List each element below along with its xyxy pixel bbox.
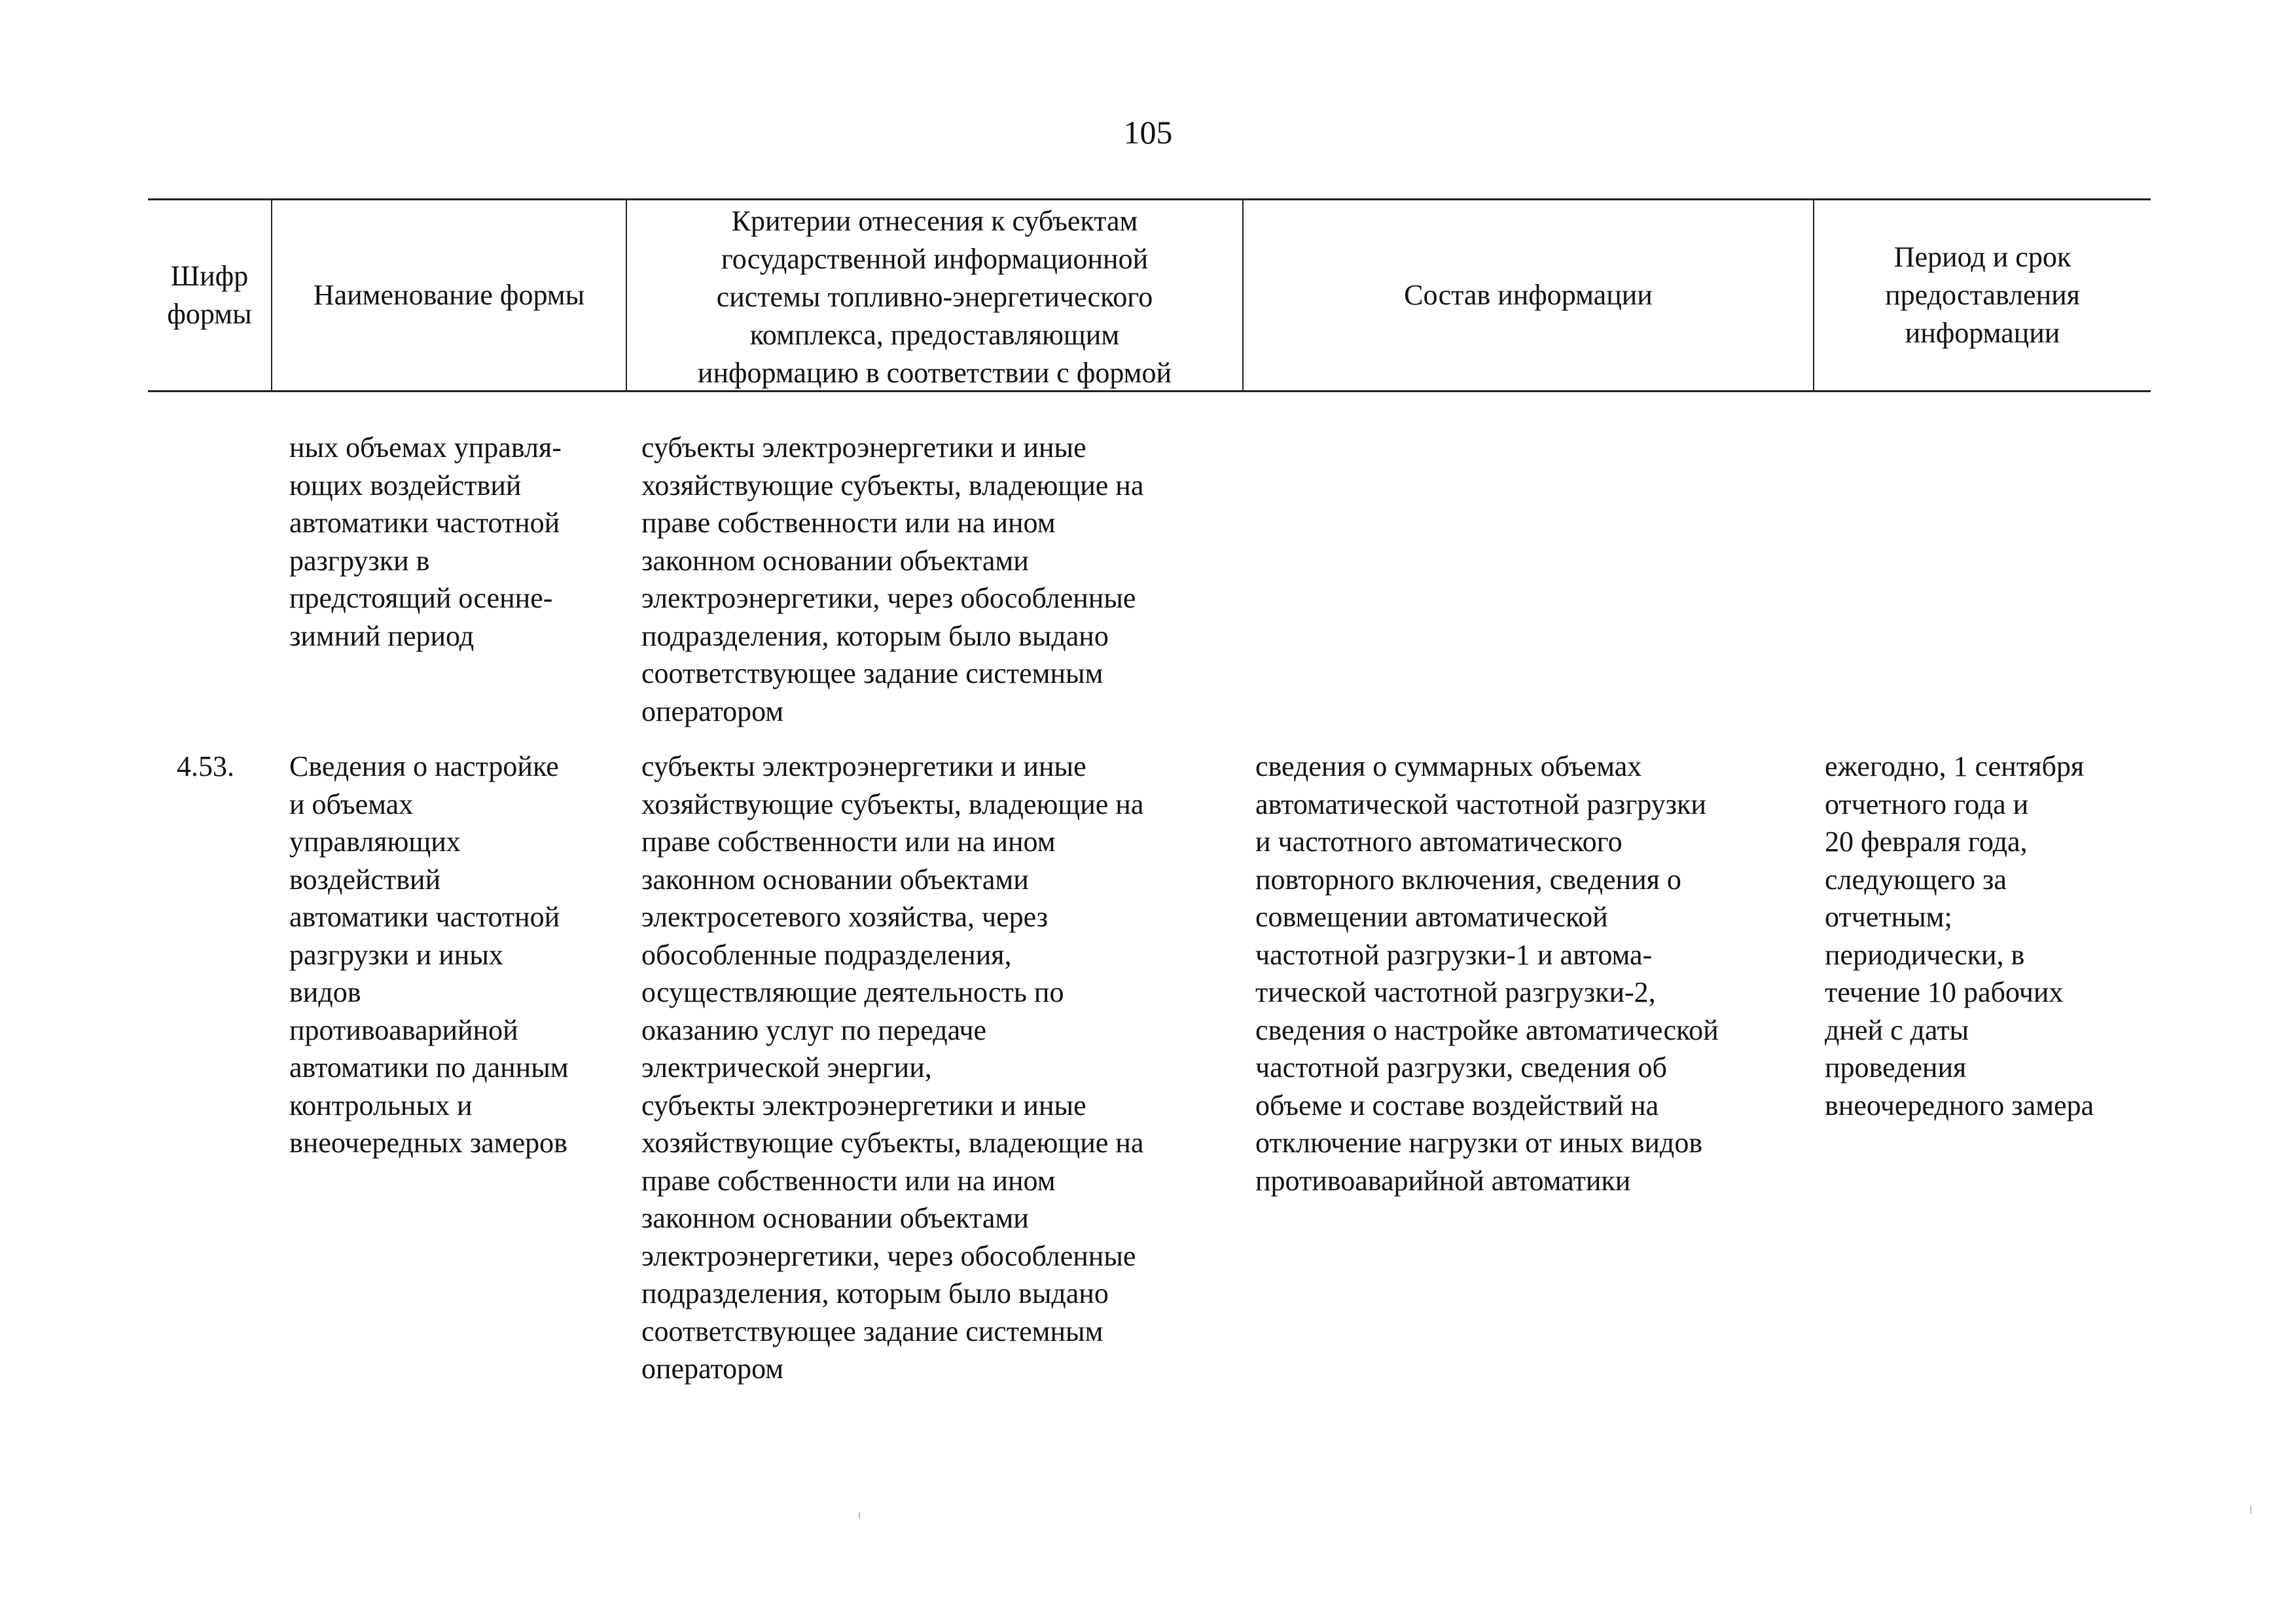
row-1-criteria: субъекты электроэнергетики и иные хозяйствующие субъекты, владеющие на праве собственности или на ином законном основании объектами электроэнергетики, через обособленные подразделения, которым было выдано соответствующее задание системным оператором bbox=[641, 431, 1144, 727]
row-2-form-name: Сведения о настройке и объемах управляющих воздействий автоматики частотной разгрузки и иных видов противоаварийной автоматики по данным контрольных и внеочередных замеров bbox=[289, 750, 569, 1159]
row-2-form-code: 4.53. bbox=[177, 750, 234, 782]
row-2-information-content: сведения о суммарных объемах автоматической частотной разгрузки и частотного автоматического повторного включения, сведения о совмещении автоматической частотной разгрузки-1 и автома- тической частотной разгрузки-2, сведения о настройке автоматической частотной разгрузки, сведения об объеме и составе воздействий на отключение нагрузки от иных видов противоаварийной автоматики bbox=[1255, 750, 1719, 1197]
scan-artifact bbox=[859, 1512, 860, 1519]
header-form-code: Шифр формы bbox=[167, 259, 252, 330]
scan-artifact bbox=[2250, 1506, 2251, 1514]
row-2-period: ежегодно, 1 сентября отчетного года и 20 февраля года, следующего за отчетным; периодически, в течение 10 рабочих дней с даты проведения внеочередного замера bbox=[1825, 750, 2094, 1122]
page-number: 105 bbox=[1123, 114, 1173, 151]
row-2-criteria: субъекты электроэнергетики и иные хозяйствующие субъекты, владеющие на праве собственности или на ином законном основании объектами электросетевого хозяйства, через обособленные подразделения, осуществляющие деятельность по оказанию услуг по передаче электрической энергии, субъекты электроэнергетики и иные хозяйствующие субъекты, владеющие на праве собственности или на ином законном основании объектами электроэнергетики, через обособленные подразделения, которым было выдано соответствующее задание системным оператором bbox=[641, 750, 1144, 1385]
header-information-content: Состав информации bbox=[1404, 278, 1653, 311]
header-form-name: Наименование формы bbox=[313, 278, 585, 311]
header-period: Период и срок предоставления информации bbox=[1885, 240, 2080, 349]
header-criteria: Критерии отнесения к субъектам государственной информационной системы топливно-энергетического комплекса, предоставляющим информацию в соответствии с формой bbox=[697, 204, 1172, 389]
row-1-form-name: ных объемах управля- ющих воздействий автоматики частотной разгрузки в предстоящий осенне- зимний период bbox=[289, 431, 562, 652]
